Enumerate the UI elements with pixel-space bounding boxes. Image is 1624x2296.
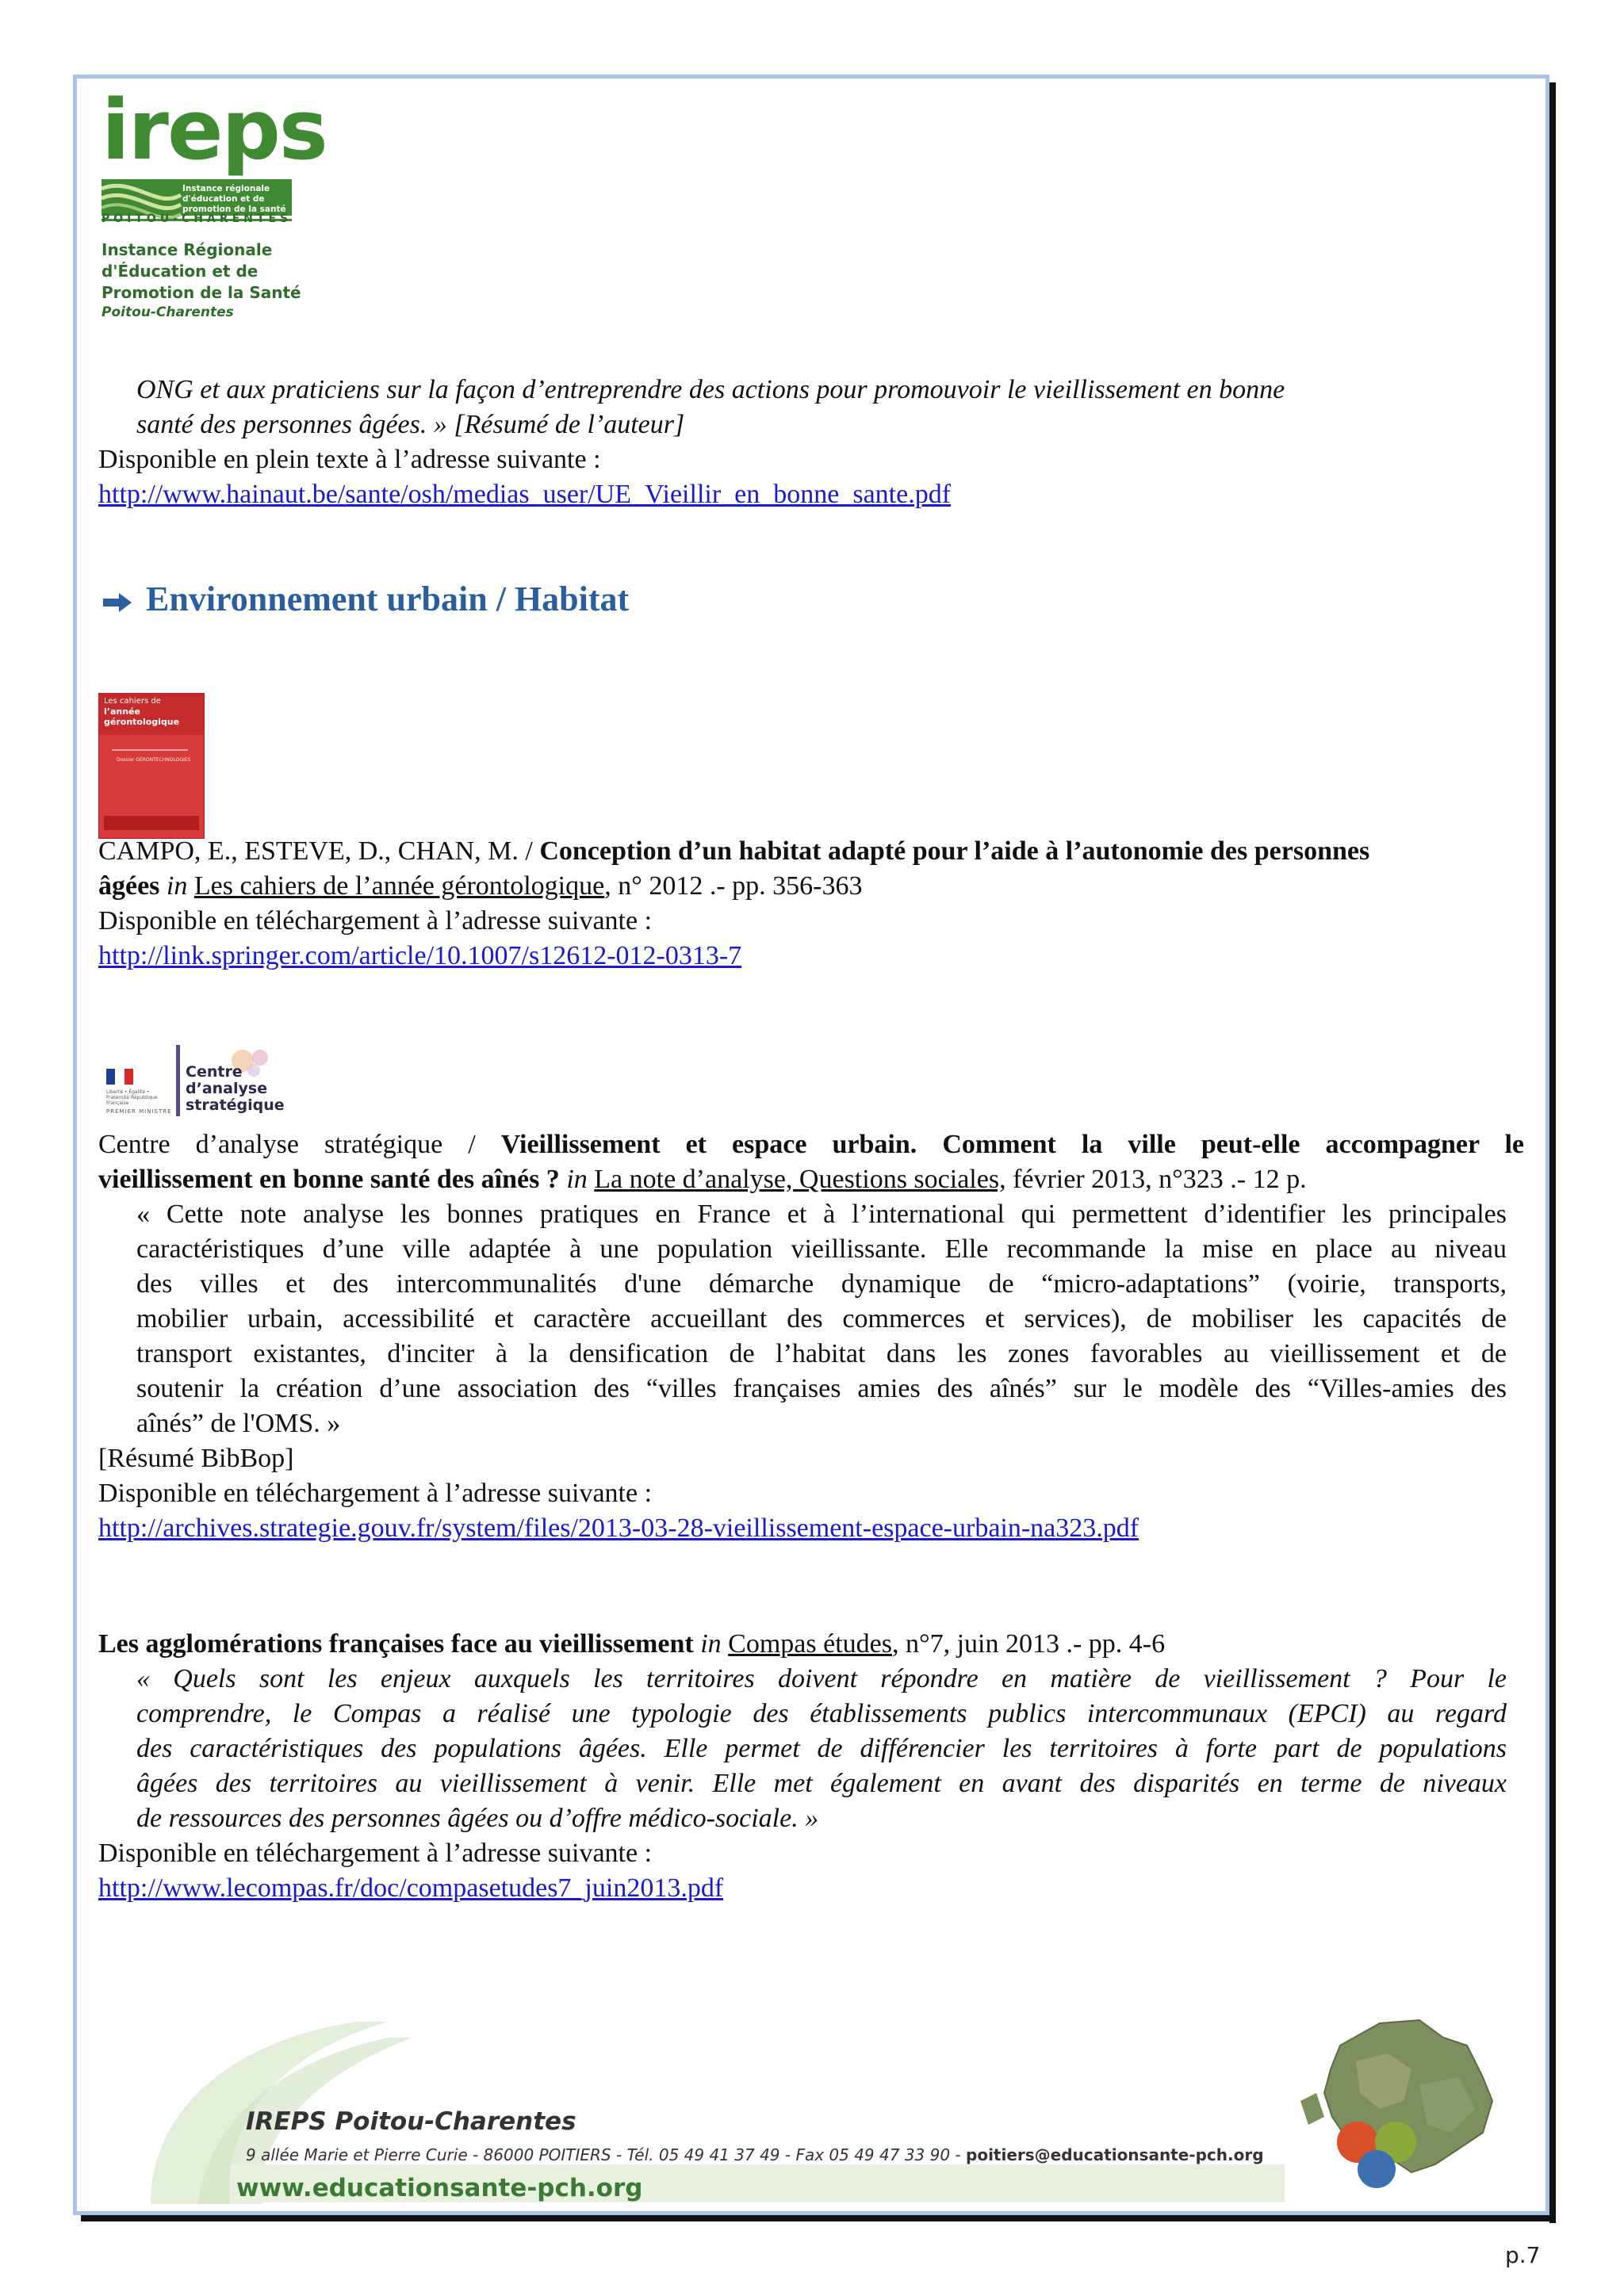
ref2-details: février 2013, n°323 .- 12 p. — [1005, 1165, 1307, 1194]
logo-fullname-line: Promotion de la Santé — [102, 283, 301, 302]
ref2-author: Centre d’analyse stratégique / — [98, 1130, 501, 1159]
logo-fullname-region: Poitou-Charentes — [102, 304, 234, 320]
ref1-line1 — [98, 834, 1369, 869]
ref3-abstract-line: « Quels sont les enjeux auxquels les territoires doivent répondre en matière de vieillissement ? Pour le — [136, 1664, 1507, 1693]
book-cover-footer — [104, 816, 199, 830]
ref3-abstract-line: des caractéristiques des populations âgées. Elle permet de différencier les territoires à forte part de populations — [136, 1734, 1507, 1763]
logo-tagline: Instance régionale d'éducation et de promotion de la santé — [182, 184, 286, 215]
footer-address — [246, 2145, 1264, 2164]
frame-shadow-right — [1549, 82, 1556, 2223]
intro-abstract-line: ONG et aux praticiens sur la façon d’entreprendre des actions pour promouvoir le vieillissement en bonne — [136, 375, 1285, 404]
ref1-authors: CAMPO, E., ESTEVE, D., CHAN, M. / — [98, 836, 540, 866]
ref2-title: Vieillissement et espace urbain. Comment la ville peut-elle accompagner le — [500, 1130, 1525, 1159]
ref3-line1 — [98, 1627, 1165, 1662]
cas-republic-text: Liberté • Égalité • Fraternité République Française — [106, 1089, 158, 1107]
ref1-link[interactable]: http://link.springer.com/article/10.1007/s12612-012-0313-7 — [98, 941, 742, 970]
ref2-abstract-line: caractéristiques d’une ville adaptée à une population vieillissante. Elle recommande la mise en place au niveau — [136, 1234, 1507, 1264]
page-number: p.7 — [1505, 2242, 1541, 2268]
ref3-details: , n°7, juin 2013 .- pp. 4-6 — [891, 1629, 1166, 1659]
ref2-abstract-line: transport existantes, d'inciter à la densification de l’habitat dans les zones favorables au vieillissement et de — [136, 1339, 1507, 1368]
logo-fullname-line: d'Éducation et de — [102, 262, 259, 281]
intro-available-label: Disponible en plein texte à l’adresse suivante : — [98, 445, 601, 474]
ref3-abstract-line: âgées des territoires au vieillissement à venir. Elle met également en avant des disparités en terme de niveaux — [136, 1769, 1507, 1798]
ref3-available-label: Disponible en téléchargement à l’adresse suivante : — [98, 1839, 653, 1868]
arrow-right-icon — [102, 591, 133, 614]
ref1-available-label: Disponible en téléchargement à l’adresse suivante : — [98, 906, 653, 936]
ref2-summary: [Résumé BibBop] — [98, 1444, 294, 1473]
ref3-abstract-line: de ressources des personnes âgées ou d’offre médico-sociale. » — [136, 1804, 819, 1833]
region-map-icon — [1285, 2014, 1522, 2196]
logo-fullname — [102, 239, 301, 322]
cas-logo — [106, 1045, 289, 1124]
book-cover-rule — [112, 749, 191, 795]
cas-logo-text — [186, 1064, 285, 1114]
book-cover-series: Les cahiers de — [104, 697, 161, 706]
ref2-line2 — [98, 1162, 1307, 1197]
cas-logo-line: Centre — [186, 1063, 243, 1081]
ref2-abstract-line: des villes et des intercommunalités d'une démarche dynamique de “micro-adaptations” (voirie, transports, — [136, 1269, 1507, 1299]
ref2-abstract-line: « Cette note analyse les bonnes pratiques en France et à l’international qui permettent d’identifier les principales — [136, 1200, 1507, 1229]
ref3-abstract-line: comprendre, le Compas a réalisé une typologie des établissements publics intercommunaux (EPCI) au regard — [136, 1699, 1507, 1728]
cas-premier-ministre: PREMIER MINISTRE — [106, 1108, 172, 1115]
book-cover-header — [99, 694, 204, 735]
ref3-link[interactable]: http://www.lecompas.fr/doc/compasetudes7_juin2013.pdf — [98, 1873, 724, 1903]
ref1-details: , n° 2012 .- pp. 356-363 — [604, 871, 863, 901]
ref1-line2 — [98, 869, 862, 904]
logo-region: POITOU-CHARENTES — [102, 212, 293, 225]
ref2-abstract-line: mobilier urbain, accessibilité et caractère accueillant des commerces et services), de mobiliser les capacités de — [136, 1304, 1507, 1334]
section-title-text: Environnement urbain / Habitat — [146, 580, 630, 618]
footer-address-text: 9 allée Marie et Pierre Curie - 86000 POITIERS - Tél. 05 49 41 37 49 - Fax 05 49 47 33 90 - — [246, 2145, 967, 2164]
ref2-title-end: vieillissement en bonne santé des aînés ? — [98, 1165, 560, 1194]
ref2-in: in — [559, 1165, 595, 1194]
intro-abstract-line: santé des personnes âgées. » [Résumé de l’auteur] — [136, 410, 685, 439]
footer-banner — [151, 2006, 1530, 2204]
intro-link[interactable]: http://www.hainaut.be/sante/osh/medias_user/UE_Vieillir_en_bonne_sante.pdf — [98, 480, 952, 509]
marianne-flag-icon — [106, 1069, 133, 1085]
frame-shadow-bottom — [81, 2215, 1556, 2221]
footer-org-name: IREPS Poitou-Charentes — [246, 2107, 576, 2136]
ref3-title: Les agglomérations françaises face au vieillissement — [98, 1629, 694, 1659]
ref2-line1 — [98, 1127, 1524, 1162]
cas-logo-line: stratégique — [186, 1096, 285, 1114]
book-cover-image — [98, 693, 205, 839]
ireps-logo — [102, 82, 327, 333]
book-cover-title: l’année gérontologique — [104, 706, 180, 728]
logo-fullname-line: Instance Régionale — [102, 240, 273, 259]
ref1-title: Conception d’un habitat adapté pour l’aide à l’autonomie des personnes — [539, 836, 1370, 866]
ref2-abstract-line: aînés” de l'OMS. » — [136, 1409, 341, 1438]
logo-wordmark: ireps — [102, 82, 327, 178]
ref1-journal: Les cahiers de l’année gérontologique — [193, 871, 605, 901]
ref1-title-end: âgées — [98, 871, 160, 901]
cas-logo-line: d’analyse — [186, 1079, 268, 1097]
ref2-link[interactable]: http://archives.strategie.gouv.fr/system/files/2013-03-28-vieillissement-espace-urbain-na323.pdf — [98, 1513, 1139, 1543]
cas-logo-bar — [176, 1045, 180, 1116]
book-cover-subtitle: Dossier GÉRONTECHNOLOGIES — [117, 757, 191, 763]
footer-website[interactable]: www.educationsante-pch.org — [236, 2174, 643, 2202]
footer-email[interactable]: poitiers@educationsante-pch.org — [966, 2145, 1264, 2164]
ref2-available-label: Disponible en téléchargement à l’adresse suivante : — [98, 1479, 653, 1508]
ref1-in: in — [159, 871, 194, 901]
section-title — [102, 579, 629, 619]
ref3-in: in — [693, 1629, 729, 1659]
ref3-journal: Compas études — [728, 1629, 892, 1659]
ref2-abstract-line: soutenir la création d’une association des “villes françaises amies des aînés” sur le modèle des “Villes-amies des — [136, 1374, 1507, 1403]
ref2-journal: La note d’analyse, Questions sociales, — [594, 1165, 1006, 1194]
